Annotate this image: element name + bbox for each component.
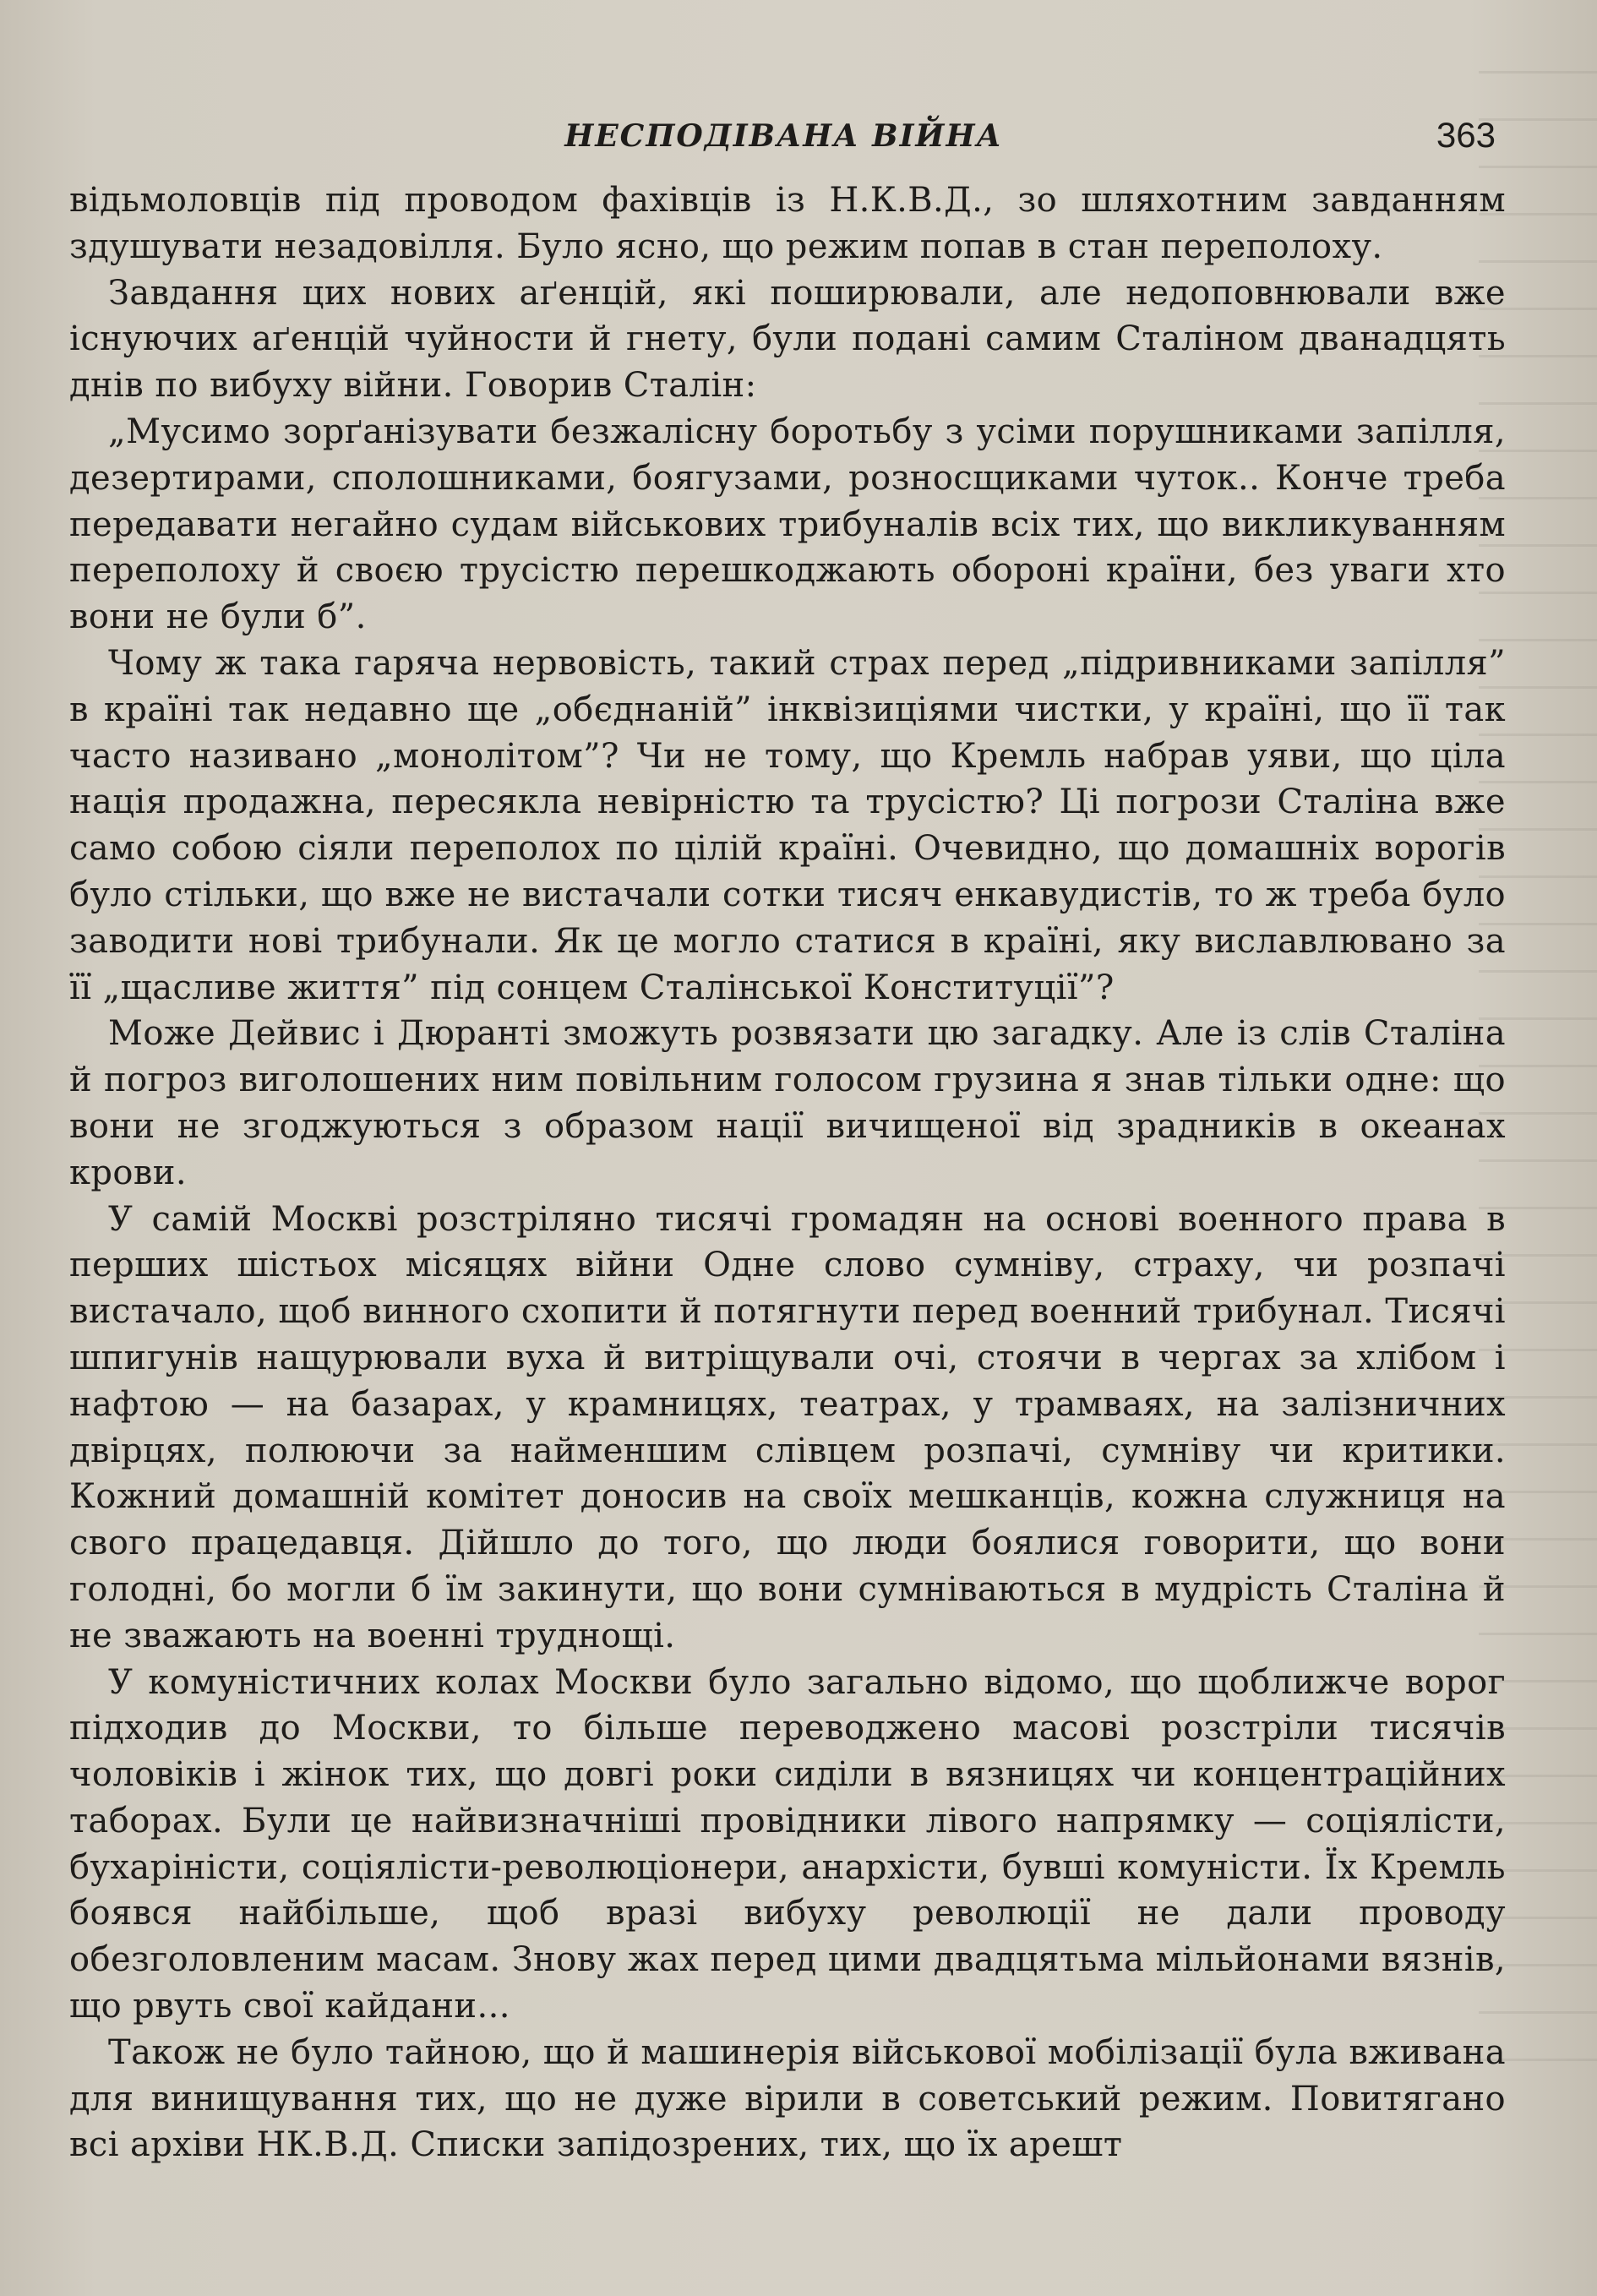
paragraph: У комуністичних колах Москви було загально відомо, що щоближче ворог підходив до Москви, то більше переводжено масові розстріли тисячів чоловіків і жінок тих, що довгі роки сиділи в вязницях чи концентраційних таборах. Були це найвизначніші провідники лівого напрямку — соціялісти, бухаріністи, соціялісти-революціонери, анархісти, бувші комуністи. Їх Кремль боявся найбільше, щоб вразі вибуху революції не дали проводу обезголовленим масам. Знову жах перед цими двадцятьма мільйонами вязнів, що рвуть свої кайдани... (69, 1662, 1506, 2026)
paragraph: Завдання цих нових аґенцій, які поширювали, але недоповнювали вже існуючих аґенцій чуйности й гнету, були подані самим Сталіном дванадцять днів по вибуху війни. Говорив Сталін: (69, 273, 1506, 406)
paragraph: Чому ж така гаряча нервовість, такий страх перед „підривниками запілля” в країні так недавно ще „обєднаній” інквізиціями чистки, у країні, що її так часто називано „монолітом”? Чи не тому, що Кремль набрав уяви, що ціла нація продажна, пересякла невірністю та трусістю? Ці погрози Сталіна вже само собою сіяли переполох по цілій країні. Очевидно, що домашніх ворогів було стільки, що вже не вистачали сотки тисяч енкавудистів, то ж треба було заводити нові трибунали. Як це могло статися в країні, яку вислaвлювано за її „щасливе життя” під сонцем Сталінської Конституції”? (69, 643, 1506, 1007)
running-title: НЕСПОДІВАНА ВІЙНА (564, 118, 1003, 154)
paragraph: відьмоловців під проводом фахівців із Н.К.В.Д., зо шляхотним завданням здушувати незадовілля. Було ясно, що режим попав в стан переполоху. (69, 181, 1506, 266)
paragraph: Також не було тайною, що й машинерія військової мобілізації була вживана для винищування тих, що не дуже вірили в советський режим. Повитягано всі архіви НК.В.Д. Списки запідозрених, тих, що їх арешт (69, 2032, 1506, 2165)
paragraph: Може Дейвис і Дюранті зможуть розвязати цю загадку. Але із слів Сталіна й погроз виголошених ним повільним голосом грузина я знав тільки одне: що вони не згоджуються з образом нації вичищеної від зрадників в океанах крови. (69, 1014, 1506, 1192)
page-number: 363 (1436, 115, 1496, 155)
body-text (69, 177, 1506, 2168)
quote-paragraph: „Мусимо зорґанізувати безжалісну боротьбу з усіми порушниками запілля, дезертирами, сполошниками, боягузами, розносщиками чуток.. Конче треба передавати негайно судам військових трибуналів всіх тих, що викликуванням переполоху й своєю трусістю перешкоджають обороні країни, без уваги хто вони не були б”. (69, 412, 1506, 637)
paragraph: У самій Москві розстріляно тисячі громадян на основі военного права в перших шістьох місяцях війни Одне слово сумніву, страху, чи розпачі вистачало, щоб винного схопити й потягнути перед военний трибунал. Тисячі шпигунів нащурювали вуха й витріщували очі, стоячи в чергах за хлібом і нафтою — на базарах, у крамницях, театрах, у трамваях, на залізничних двірцях, полюючи за найменшим слівцем розпачі, сумніву чи критики. Кожний домашній комітет доносив на своїх мешканців, кожна служниця на свого працедавця. Дійшло до того, що люди боялися говорити, що вони голодні, бо могли б їм закинути, що вони сумніваються в мудрість Сталіна й не зважають на военні труднощі. (69, 1199, 1506, 1655)
page-header (72, 108, 1496, 159)
